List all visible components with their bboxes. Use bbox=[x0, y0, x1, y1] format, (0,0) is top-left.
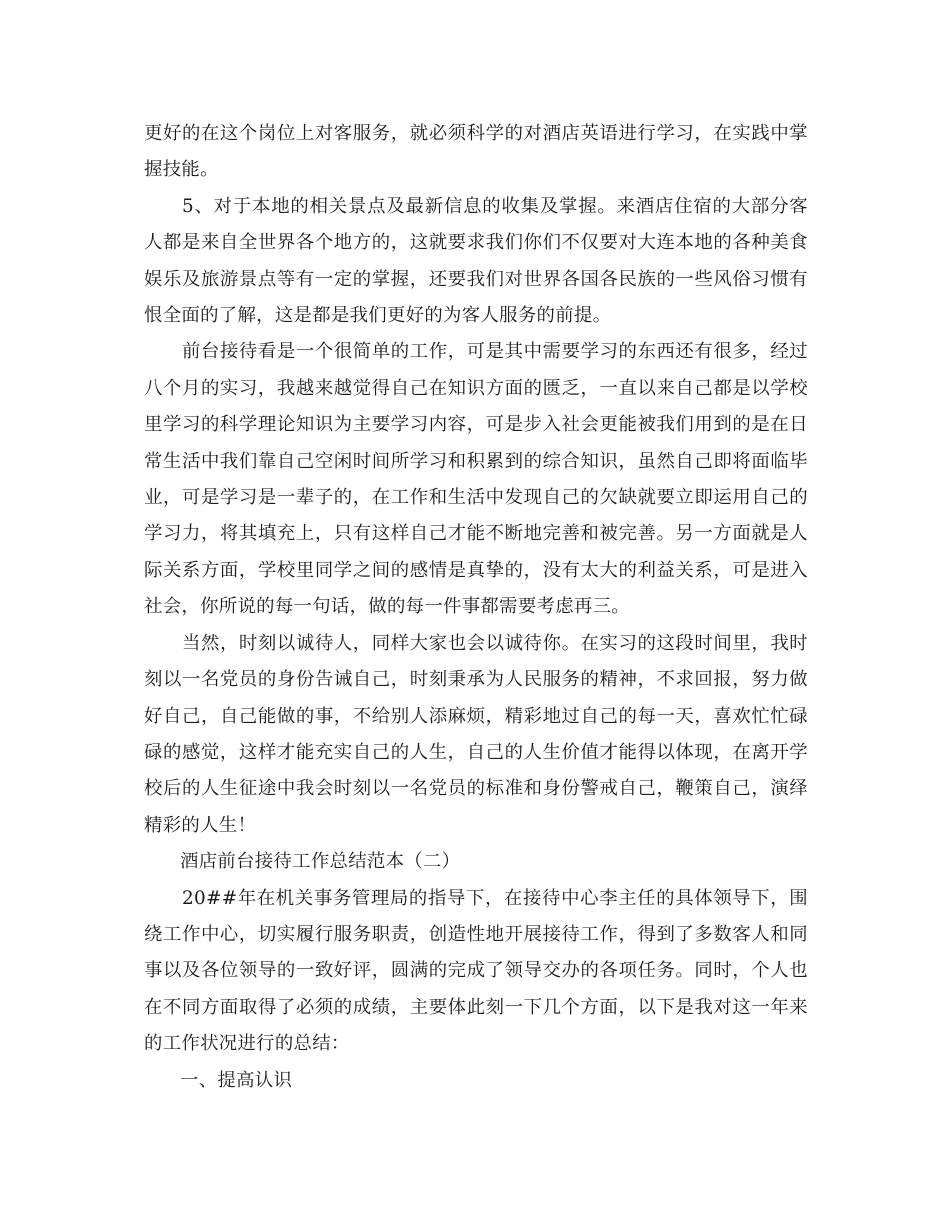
paragraph-item-5: 5、对于本地的相关景点及最新信息的收集及掌握。来酒店住宿的大部分客人都是来自全世界各个地方的，这就要求我们你们不仅要对大连本地的各种美食娱乐及旅游景点等有一定的掌握，还要我们对世界各国各民族的一些风俗习惯有恨全面的了解，这是都是我们更好的为客人服务的前提。 bbox=[144, 195, 808, 327]
document-page bbox=[144, 116, 808, 1099]
paragraph-annual-summary: 20##年在机关事务管理局的指导下，在接待中心李主任的具体领导下，围绕工作中心，切实履行服务职责，创造性地开展接待工作，得到了多数客人和同事以及各位领导的一致好评，圆满的完成了领导交办的各项任务。同时，个人也在不同方面取得了必须的成绩，主要体此刻一下几个方面，以下是我对这一年来的工作状况进行的总结： bbox=[144, 887, 808, 1055]
section-title: 酒店前台接待工作总结范本（二） bbox=[180, 851, 461, 873]
subsection-heading: 一、提高认识 bbox=[180, 1069, 293, 1091]
paragraph-continuation: 更好的在这个岗位上对客服务，就必须科学的对酒店英语进行学习，在实践中掌握技能。 bbox=[144, 123, 808, 181]
paragraph-sincerity: 当然，时刻以诚待人，同样大家也会以诚待你。在实习的这段时间里，我时刻以一名党员的身份告诫自己，时刻秉承为人民服务的精神，不求回报，努力做好自己，自己能做的事，不给别人添麻烦，精彩地过自己的每一天，喜欢忙忙碌碌的感觉，这样才能充实自己的人生，自己的人生价值才能得以体现，在离开学校后的人生征途中我会时刻以一名党员的标准和身份警戒自己，鞭策自己，演绎精彩的人生！ bbox=[144, 632, 808, 836]
paragraph-reception-work: 前台接待看是一个很简单的工作，可是其中需要学习的东西还有很多，经过八个月的实习，我越来越觉得自己在知识方面的匮乏，一直以来自己都是以学校里学习的科学理论知识为主要学习内容，可是步入社会更能被我们用到的是在日常生活中我们靠自己空闲时间所学习和积累到的综合知识，虽然自己即将面临毕业，可是学习是一辈子的，在工作和生活中发现自己的欠缺就要立即运用自己的学习力，将其填充上，只有这样自己才能不断地完善和被完善。另一方面就是人际关系方面，学校里同学之间的感情是真挚的，没有太大的利益关系，可是进入社会，你所说的每一句话，做的每一件事都需要考虑再三。 bbox=[144, 341, 808, 618]
